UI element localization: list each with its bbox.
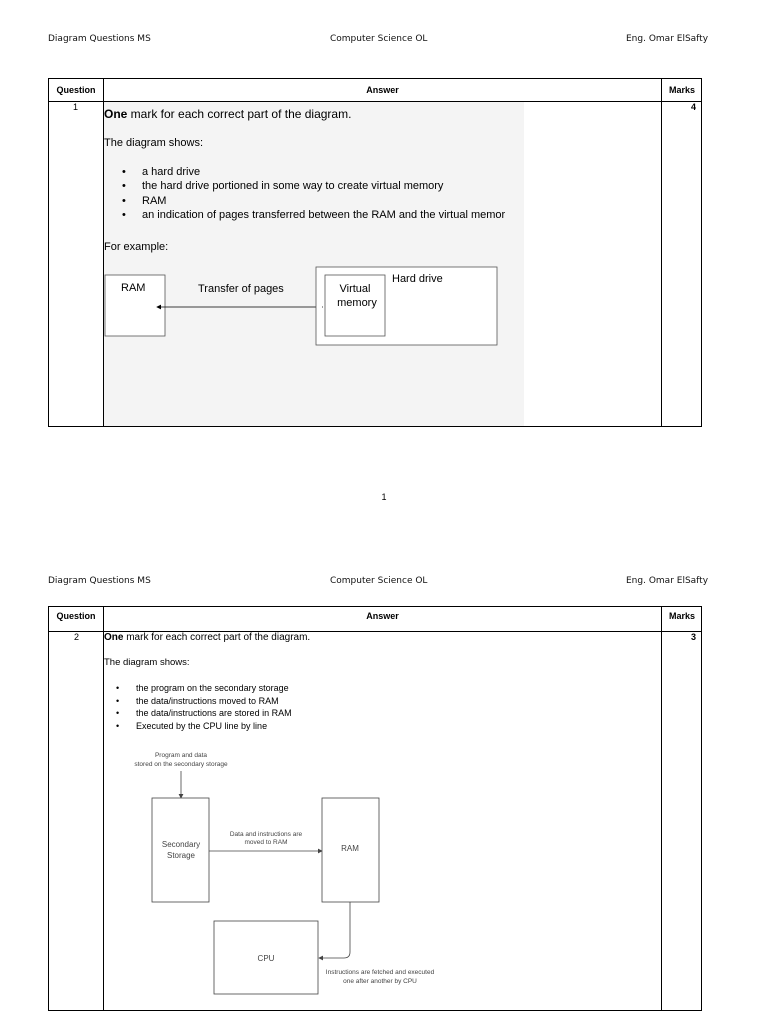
diagram-shows-label: The diagram shows: bbox=[104, 137, 204, 149]
bullet-item: • an indication of pages transferred between the RAM and the virtual memor bbox=[142, 208, 505, 222]
bullet-item: • a hard drive bbox=[142, 165, 505, 179]
hard-drive-label: Hard drive bbox=[392, 273, 443, 285]
bullet-item: • the program on the secondary storage bbox=[136, 682, 292, 695]
marks-value: 4 bbox=[691, 102, 697, 112]
column-header-answer: Answer bbox=[366, 85, 399, 95]
intro-bold: One bbox=[104, 107, 128, 121]
marks-value: 3 bbox=[691, 632, 697, 642]
column-header-question: Question bbox=[56, 85, 96, 95]
column-header-marks: Marks bbox=[668, 85, 695, 95]
virtual-label-line2: memory bbox=[337, 297, 377, 309]
mark-scheme-table bbox=[48, 606, 702, 1011]
bullet-item: • the data/instructions are stored in RAM bbox=[136, 707, 292, 720]
header-right: Eng. Omar ElSafty bbox=[626, 34, 709, 44]
ram-label: RAM bbox=[121, 282, 146, 294]
virtual-memory-diagram bbox=[104, 265, 504, 350]
bullet-item: • RAM bbox=[142, 194, 505, 208]
fetch-note-line1: Instructions are fetched and executed bbox=[325, 969, 435, 976]
question-number: 1 bbox=[73, 102, 79, 112]
fetch-note-line2: one after another by CPU bbox=[343, 978, 417, 985]
page-number: 1 bbox=[381, 492, 387, 502]
bullet-item: • the data/instructions moved to RAM bbox=[136, 695, 292, 708]
intro-rest: mark for each correct part of the diagram. bbox=[127, 107, 352, 121]
mark-scheme-table bbox=[48, 78, 702, 427]
page-2 bbox=[0, 540, 768, 1024]
answer-image-background bbox=[104, 102, 524, 426]
program-execution-diagram bbox=[109, 747, 509, 997]
intro-bold: One bbox=[104, 632, 124, 643]
top-note-line2: stored on the secondary storage bbox=[134, 761, 228, 768]
secondary-label-line1: Secondary bbox=[161, 840, 201, 849]
transfer-label: Transfer of pages bbox=[198, 283, 284, 295]
top-note-line1: Program and data bbox=[154, 752, 208, 759]
bullet-item: • the hard drive portioned in some way to create virtual memory bbox=[142, 179, 505, 193]
cpu-label: CPU bbox=[257, 954, 275, 963]
fetch-arrow bbox=[319, 902, 350, 958]
intro-rest: mark for each correct part of the diagram. bbox=[123, 632, 311, 643]
diagram-shows-label: The diagram shows: bbox=[104, 657, 190, 668]
bullet-list bbox=[142, 165, 505, 222]
bullet-item: • Executed by the CPU line by line bbox=[136, 720, 292, 733]
column-header-question: Question bbox=[56, 611, 96, 621]
header-left: Diagram Questions MS bbox=[48, 34, 151, 44]
virtual-label-line1: Virtual bbox=[339, 283, 371, 295]
move-note-line1: Data and instructions are bbox=[229, 831, 303, 838]
question-number: 2 bbox=[74, 632, 80, 642]
header-center: Computer Science OL bbox=[330, 34, 428, 44]
move-note-line2: moved to RAM bbox=[244, 839, 288, 846]
column-header-answer: Answer bbox=[366, 611, 399, 621]
secondary-label-line2: Storage bbox=[166, 851, 196, 860]
header-right: Eng. Omar ElSafty bbox=[626, 576, 709, 586]
bullet-list bbox=[136, 682, 292, 732]
header-left: Diagram Questions MS bbox=[48, 576, 151, 586]
column-header-marks: Marks bbox=[668, 611, 695, 621]
example-label: For example: bbox=[104, 241, 169, 253]
ram-label: RAM bbox=[341, 844, 359, 853]
intro-text bbox=[104, 107, 351, 121]
secondary-storage-box bbox=[152, 798, 209, 902]
header-center: Computer Science OL bbox=[330, 576, 428, 586]
intro-text bbox=[104, 632, 310, 643]
